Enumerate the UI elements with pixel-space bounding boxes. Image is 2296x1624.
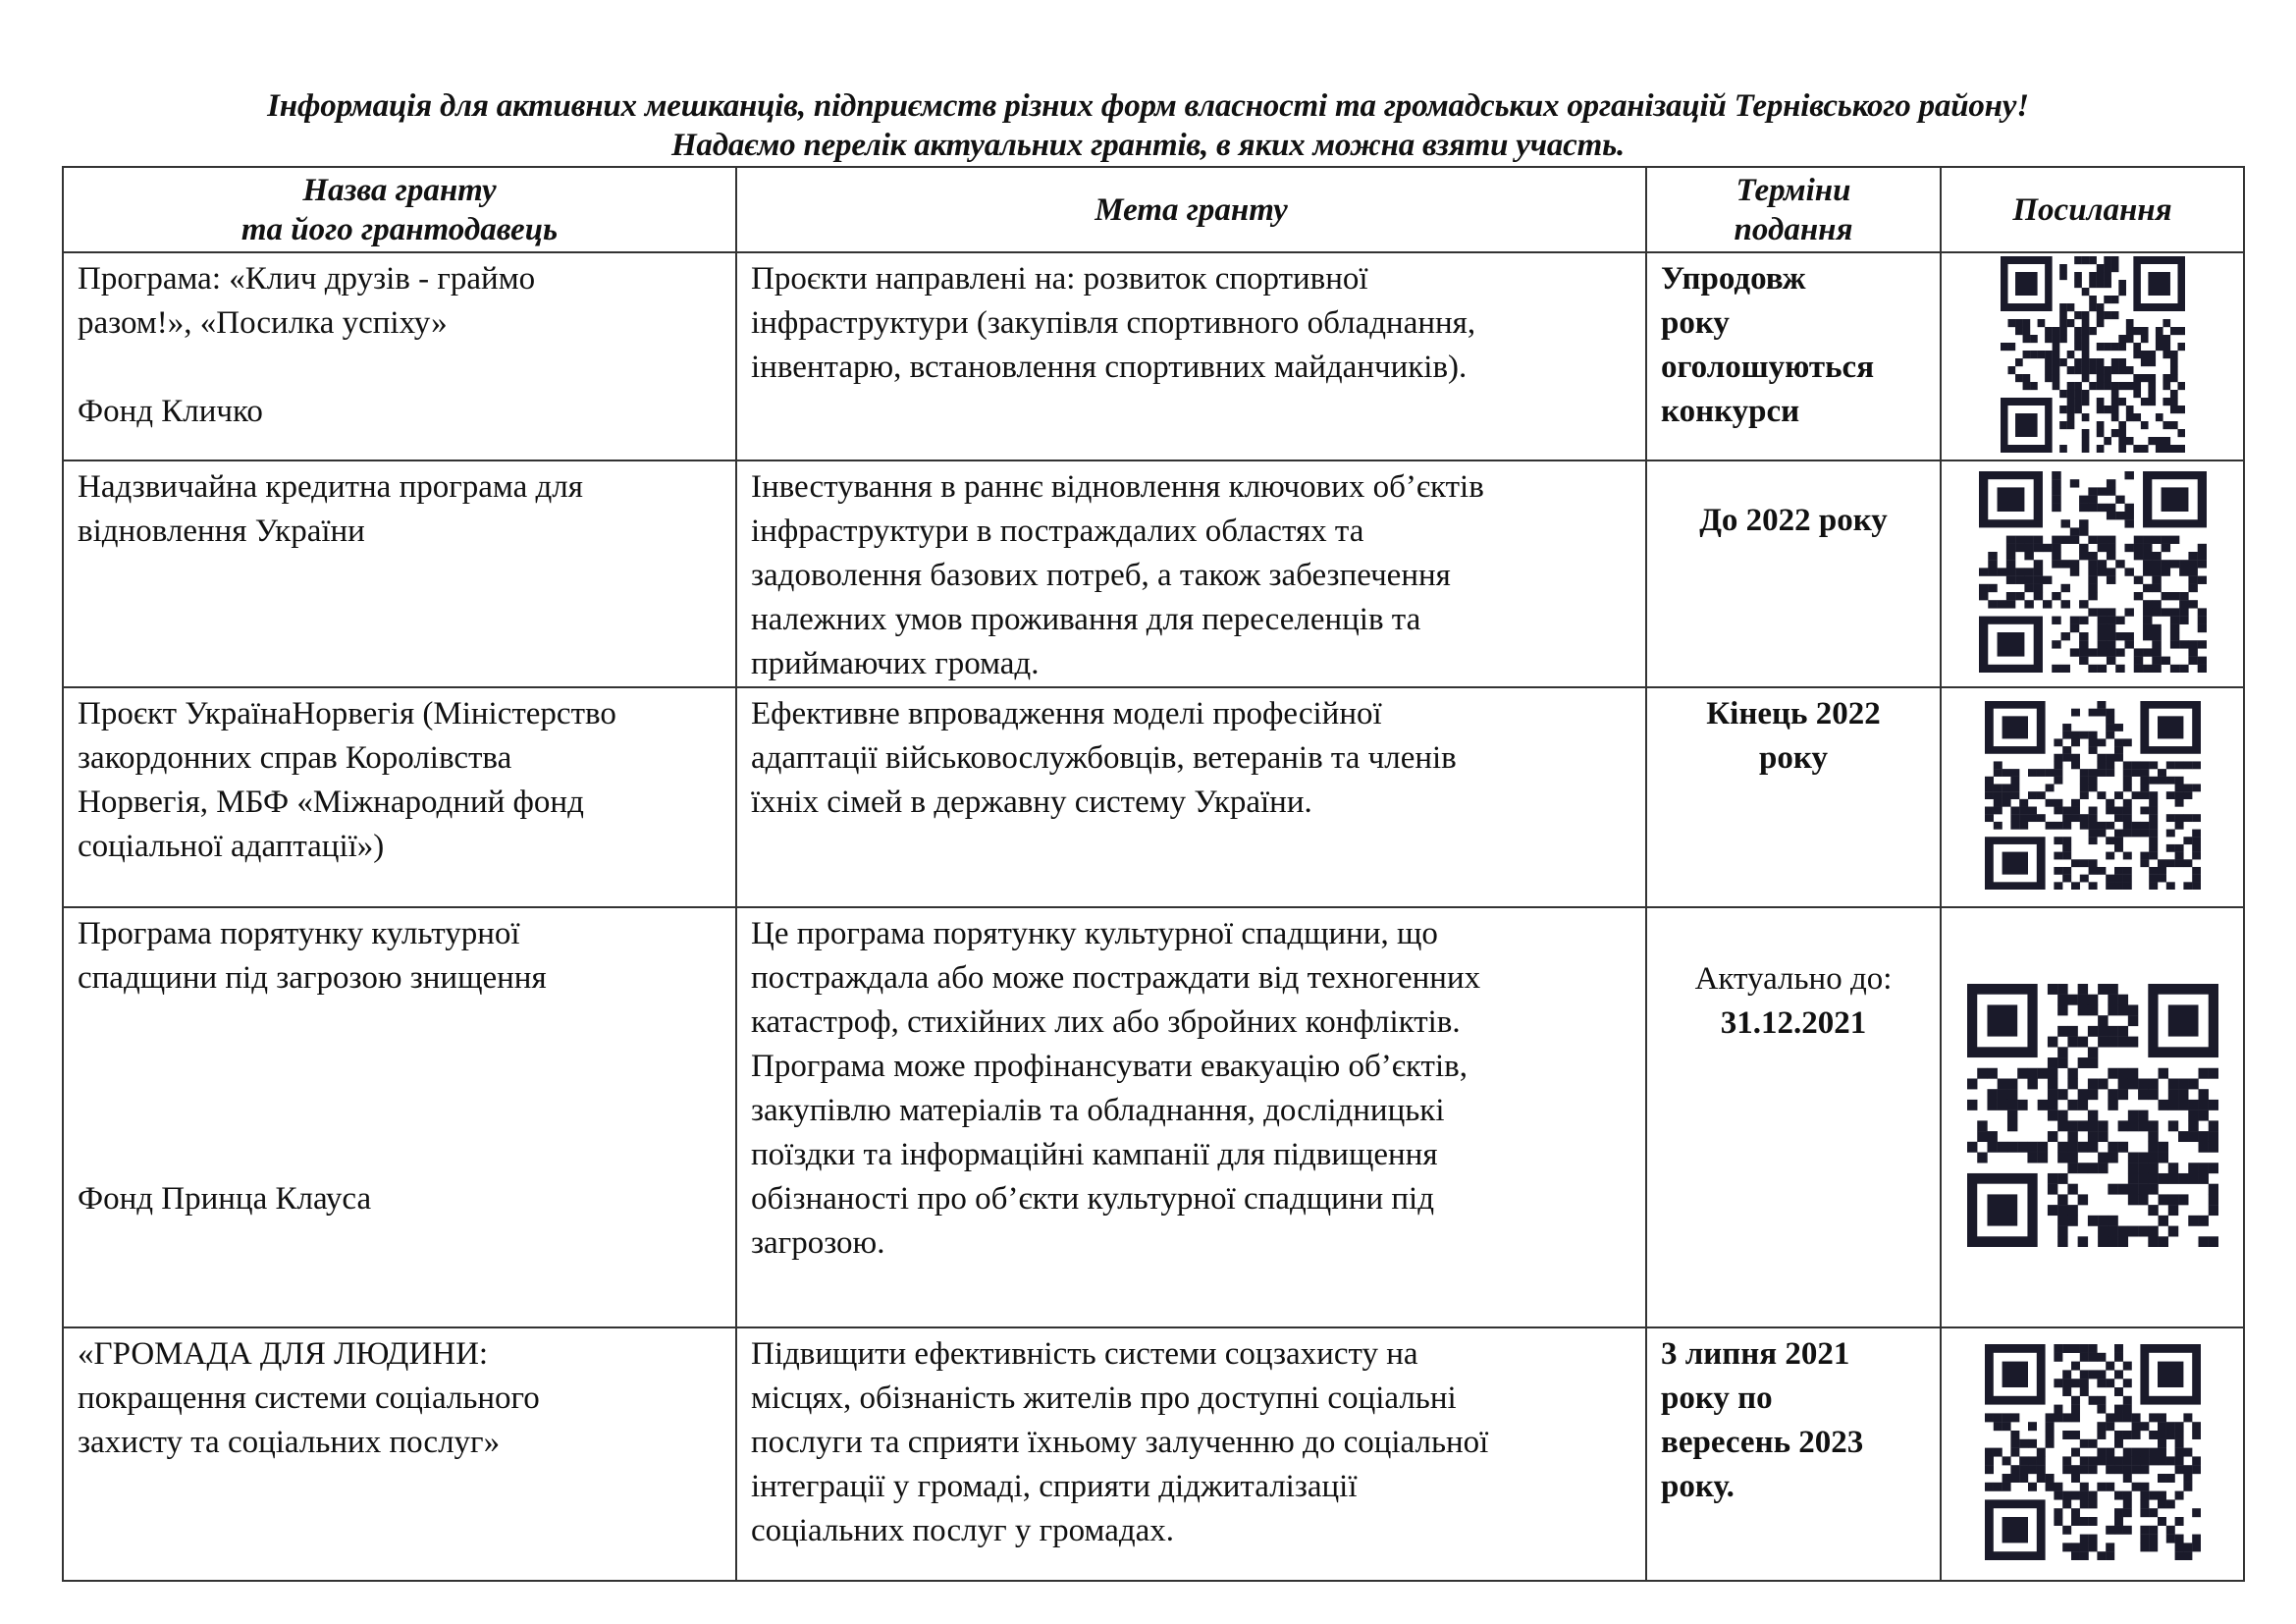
goal-line: належних умов проживання для переселенців та [751,602,1421,637]
table-row [63,252,2244,460]
grant-name-line: відновлення України [78,514,365,549]
header-grant-name-line-1: Назва гранту [302,172,497,208]
grant-goal-cell [736,687,1646,907]
grant-name-line: соціальної адаптації») [78,829,385,864]
grant-name-line: захисту та соціальних послуг» [78,1425,501,1460]
grant-goal-cell [736,907,1646,1327]
goal-line: загрозою. [751,1225,885,1261]
grant-name-cell [63,1327,736,1581]
deadline-line: вересень 2023 [1661,1425,1864,1460]
goal-line: послуги та сприяти їхньому залученню до соціальної [751,1425,1489,1460]
qr-code-icon[interactable] [1985,1344,2201,1560]
table-row [63,687,2244,907]
header-deadline-line-2: подання [1734,211,1853,247]
grant-goal-cell [736,1327,1646,1581]
deadline-line: оголошуються [1661,350,1875,385]
link-cell [1941,252,2244,460]
grant-goal-cell [736,460,1646,687]
qr-code-icon[interactable] [1967,984,2218,1247]
goal-line: адаптації військовослужбовців, ветеранів та членів [751,740,1457,776]
grant-name-line: Програма порятунку культурної [78,916,520,951]
grant-name-line: Проєкт УкраїнаНорвегія (Міністерство [78,696,616,731]
grant-name-line: «ГРОМАДА ДЛЯ ЛЮДИНИ: [78,1336,489,1372]
table-row [63,460,2244,687]
goal-line: Ефективне впровадження моделі професійної [751,696,1382,731]
deadline-cell [1646,252,1941,460]
goal-line: катастроф, стихійних лих або збройних конфліктів. [751,1004,1461,1040]
grant-name-line: спадщини під загрозою знищення [78,960,547,996]
link-cell [1941,687,2244,907]
header-deadline [1646,167,1941,252]
grant-name-cell [63,687,736,907]
document-title-line-2: Надаємо перелік актуальних грантів, в яких можна взяти участь. [670,128,1626,163]
deadline-line: 3 липня 2021 [1661,1336,1850,1372]
deadline-cell [1646,1327,1941,1581]
qr-code-icon[interactable] [1979,471,2207,673]
deadline-line: До 2022 року [1699,503,1888,538]
header-grant-name [63,167,736,252]
qr-code-icon[interactable] [1985,701,2201,890]
goal-line: місцях, обізнаність жителів про доступні соціальні [751,1380,1457,1416]
header-link-text: Посилання [2012,191,2172,228]
deadline-line: року [1759,740,1828,776]
deadline-line: конкурси [1661,394,1800,429]
header-grant-goal [736,167,1646,252]
deadline-label: Актуально до: [1694,961,1893,997]
grant-name-cell [63,252,736,460]
link-cell [1941,907,2244,1327]
link-cell [1941,460,2244,687]
goal-line: їхніх сімей в державну систему України. [751,785,1312,820]
grantor-name: Фонд Кличко [78,394,263,429]
goal-line: приймаючих громад. [751,646,1040,681]
goal-line: задоволення базових потреб, а також забезпечення [751,558,1451,593]
goal-line: Це програма порятунку культурної спадщини, що [751,916,1438,951]
goal-line: інтеграції у громаді, сприяти діджиталізації [751,1469,1358,1504]
table-row [63,907,2244,1327]
goal-line: Проєкти направлені на: розвиток спортивної [751,261,1368,297]
grant-name-cell [63,460,736,687]
grant-name-line: Норвегія, МБФ «Міжнародний фонд [78,785,584,820]
grant-name-line: Надзвичайна кредитна програма для [78,469,583,505]
grant-goal-cell [736,252,1646,460]
deadline-cell [1646,907,1941,1327]
qr-code-icon[interactable] [2001,256,2185,453]
grant-name-line: покращення системи соціального [78,1380,540,1416]
table-row [63,1327,2244,1581]
grant-name-line: Програма: «Клич друзів - граймо [78,261,536,297]
deadline-cell [1646,460,1941,687]
deadline-date: 31.12.2021 [1720,1005,1867,1041]
deadline-line: року. [1661,1469,1735,1504]
deadline-line: року [1661,305,1730,341]
goal-line: поїздки та інформаційні кампанії для підвищення [751,1137,1438,1172]
header-grant-name-line-2: та його грантодавець [240,211,559,247]
goal-line: обізнаності про об’єкти культурної спадщини під [751,1181,1434,1217]
goal-line: Підвищити ефективність системи соцзахисту на [751,1336,1418,1372]
goal-line: соціальних послуг у громадах. [751,1513,1175,1548]
table-header-row [63,167,2244,252]
goal-line: Програма може профінансувати евакуацію об’єктів, [751,1049,1468,1084]
grant-name-line: разом!», «Посилка успіху» [78,305,448,341]
deadline-line: Упродовж [1661,261,1806,297]
deadline-line: Кінець 2022 [1706,696,1881,731]
goal-line: постраждала або може постраждати від техногенних [751,960,1481,996]
goal-line: закупівлю матеріалів та обладнання, дослідницькі [751,1093,1445,1128]
header-grant-goal-text: Мета гранту [1095,191,1288,228]
deadline-cell [1646,687,1941,907]
header-link [1941,167,2244,252]
grant-name-line: закордонних справ Королівства [78,740,512,776]
grant-name-cell [63,907,736,1327]
goal-line: Інвестування в раннє відновлення ключових об’єктів [751,469,1484,505]
header-deadline-line-1: Терміни [1735,172,1851,208]
link-cell [1941,1327,2244,1581]
deadline-line: року по [1661,1380,1773,1416]
goal-line: інвентарю, встановлення спортивних майданчиків). [751,350,1468,385]
grantor-name: Фонд Принца Клауса [78,1181,372,1217]
document-title-line-1: Інформація для активних мешканців, підприємств різних форм власності та громадських організацій Тернівського району! [267,88,2029,124]
goal-line: інфраструктури в постраждалих областях та [751,514,1364,549]
goal-line: інфраструктури (закупівля спортивного обладнання, [751,305,1476,341]
grants-table [62,166,2245,1582]
